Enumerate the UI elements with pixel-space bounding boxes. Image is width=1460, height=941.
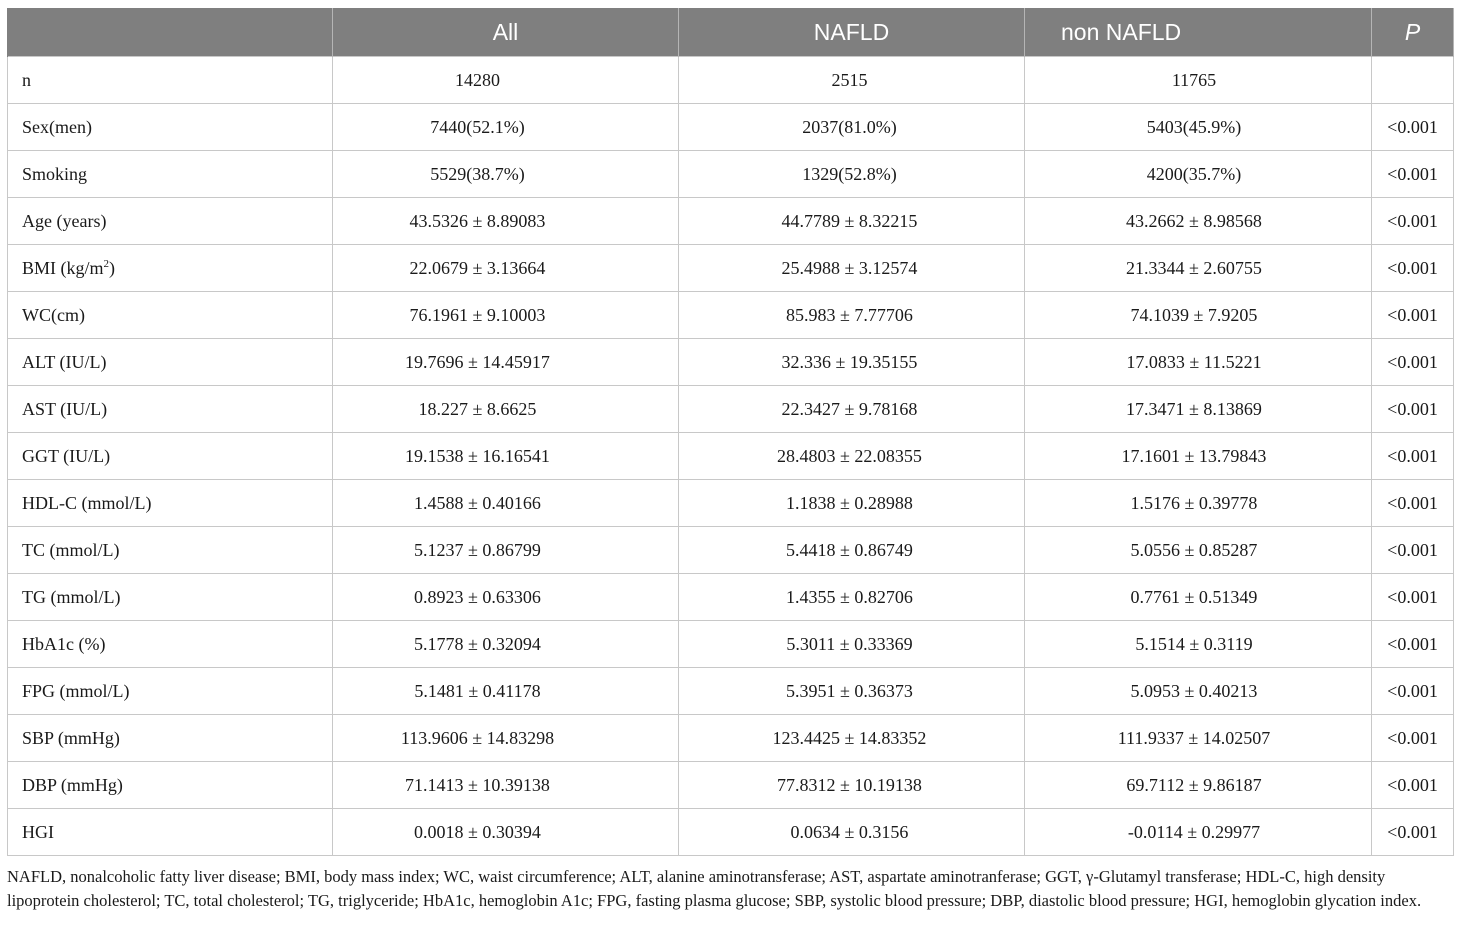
cell-non-nafld [1025, 574, 1372, 621]
cell-p-value [1372, 57, 1454, 104]
cell-value: 22.3427 ± 9.78168 [781, 398, 918, 419]
row-label-text: Sex(men) [22, 116, 92, 137]
cell-value: 32.336 ± 19.35155 [781, 351, 918, 372]
cell-value: 5.1778 ± 0.32094 [414, 633, 541, 654]
table-footnote: NAFLD, nonalcoholic fatty liver disease; BMI, body mass index; WC, waist circumference; ALT, alanine aminotransferase; AST, aspartate aminotranferase; GGT, γ-Glutamyl transferase; HDL-C, high density lipoprotein cholesterol; TC, total cholesterol; TG, triglyceride; HbA1c, hemoglobin A1c; FPG, fasting plasma glucose; SBP, systolic blood pressure; DBP, diastolic blood pressure; HGI, hemoglobin glycation index. [7, 867, 1422, 910]
row-label [8, 715, 333, 762]
cell-p-value: <0.001 [1372, 292, 1454, 339]
row-label-text: HDL-C (mmol/L) [22, 492, 152, 513]
table-row [8, 245, 1454, 292]
cell-all [333, 621, 679, 668]
cell-all [333, 527, 679, 574]
cell-nafld [679, 527, 1025, 574]
row-label-text: HGI [22, 821, 54, 842]
table-row [8, 339, 1454, 386]
cell-value: 1.5176 ± 0.39778 [1130, 492, 1258, 513]
row-label-text: SBP (mmHg) [22, 727, 120, 748]
cell-nafld [679, 245, 1025, 292]
row-label [8, 433, 333, 480]
cell-value: 17.0833 ± 11.5221 [1126, 351, 1262, 372]
baseline-characteristics-table [7, 8, 1454, 856]
cell-all [333, 433, 679, 480]
header-all: All [333, 8, 679, 57]
cell-value: 0.8923 ± 0.63306 [414, 586, 541, 607]
header-p-value: P [1372, 8, 1454, 57]
table-row [8, 574, 1454, 621]
table-row [8, 57, 1454, 104]
cell-non-nafld [1025, 245, 1372, 292]
cell-value: 17.1601 ± 13.79843 [1121, 445, 1267, 466]
cell-value: 4200(35.7%) [1146, 163, 1242, 184]
cell-nafld [679, 715, 1025, 762]
cell-value: 43.2662 ± 8.98568 [1126, 210, 1262, 231]
baseline-characteristics-table-container [7, 8, 1453, 856]
cell-non-nafld [1025, 527, 1372, 574]
cell-nafld [679, 339, 1025, 386]
cell-value: 111.9337 ± 14.02507 [1117, 727, 1271, 748]
cell-p-value: <0.001 [1372, 480, 1454, 527]
row-label [8, 762, 333, 809]
cell-value: 17.3471 ± 8.13869 [1126, 398, 1262, 419]
cell-value: 77.8312 ± 10.19138 [777, 774, 922, 795]
cell-value: 11765 [1171, 69, 1217, 90]
cell-non-nafld [1025, 292, 1372, 339]
row-label-text: DBP (mmHg) [22, 774, 123, 795]
row-label-text: BMI (kg/m [22, 257, 104, 278]
cell-nafld [679, 668, 1025, 715]
table-row [8, 433, 1454, 480]
cell-value: 25.4988 ± 3.12574 [781, 257, 918, 278]
row-label-text: Smoking [22, 163, 88, 184]
cell-all [333, 386, 679, 433]
row-label [8, 621, 333, 668]
cell-value: 76.1961 ± 9.10003 [409, 304, 546, 325]
cell-value: 44.7789 ± 8.32215 [781, 210, 918, 231]
row-label-suffix: ) [109, 257, 116, 278]
cell-value: 5403(45.9%) [1146, 116, 1242, 137]
header-non-nafld: non NAFLD [1025, 8, 1372, 57]
cell-value: 18.227 ± 8.6625 [418, 398, 537, 419]
cell-non-nafld [1025, 668, 1372, 715]
cell-value: 14280 [455, 69, 500, 90]
table-row [8, 527, 1454, 574]
row-label-text: ALT (IU/L) [22, 351, 107, 372]
cell-value: 1.4588 ± 0.40166 [414, 492, 541, 513]
row-label-text: WC(cm) [22, 304, 85, 325]
cell-p-value: <0.001 [1372, 245, 1454, 292]
cell-p-value: <0.001 [1372, 104, 1454, 151]
cell-p-value: <0.001 [1372, 809, 1454, 856]
cell-p-value: <0.001 [1372, 668, 1454, 715]
header-nafld: NAFLD [679, 8, 1025, 57]
cell-all [333, 480, 679, 527]
cell-nafld [679, 104, 1025, 151]
table-row [8, 104, 1454, 151]
table-row [8, 809, 1454, 856]
table-row [8, 668, 1454, 715]
row-label-text: TG (mmol/L) [22, 586, 121, 607]
cell-value: 21.3344 ± 2.60755 [1126, 257, 1262, 278]
cell-value: 22.0679 ± 3.13664 [409, 257, 546, 278]
cell-nafld [679, 386, 1025, 433]
cell-non-nafld [1025, 809, 1372, 856]
cell-non-nafld [1025, 386, 1372, 433]
row-label [8, 151, 333, 198]
cell-p-value: <0.001 [1372, 151, 1454, 198]
row-label [8, 809, 333, 856]
cell-non-nafld [1025, 715, 1372, 762]
cell-value: 5.0556 ± 0.85287 [1130, 539, 1258, 560]
cell-value: 1.1838 ± 0.28988 [786, 492, 913, 513]
header-blank [8, 8, 333, 57]
cell-value: 2037(81.0%) [802, 116, 897, 137]
cell-non-nafld [1025, 433, 1372, 480]
cell-non-nafld [1025, 151, 1372, 198]
row-label [8, 574, 333, 621]
cell-value: 1329(52.8%) [802, 163, 897, 184]
row-label [8, 386, 333, 433]
row-label-text: FPG (mmol/L) [22, 680, 130, 701]
cell-nafld [679, 433, 1025, 480]
row-label-text: HbA1c (%) [22, 633, 106, 654]
table-row [8, 715, 1454, 762]
table-row [8, 480, 1454, 527]
cell-nafld [679, 574, 1025, 621]
cell-value: 85.983 ± 7.77706 [786, 304, 913, 325]
cell-value: 5.1481 ± 0.41178 [414, 680, 541, 701]
cell-nafld [679, 621, 1025, 668]
row-label-text: n [22, 69, 31, 90]
table-row [8, 386, 1454, 433]
cell-p-value: <0.001 [1372, 339, 1454, 386]
row-label-text: Age (years) [22, 210, 107, 231]
header-row [8, 8, 1454, 57]
cell-non-nafld [1025, 762, 1372, 809]
cell-value: 71.1413 ± 10.39138 [405, 774, 550, 795]
cell-p-value: <0.001 [1372, 574, 1454, 621]
cell-all [333, 57, 679, 104]
row-label-superscript: 2 [103, 257, 110, 270]
cell-value: -0.0114 ± 0.29977 [1127, 821, 1261, 842]
table-row [8, 151, 1454, 198]
cell-value: 7440(52.1%) [430, 116, 525, 137]
cell-non-nafld [1025, 198, 1372, 245]
cell-all [333, 574, 679, 621]
row-label [8, 339, 333, 386]
cell-value: 19.1538 ± 16.16541 [405, 445, 550, 466]
cell-value: 0.7761 ± 0.51349 [1130, 586, 1258, 607]
cell-all [333, 104, 679, 151]
cell-value: 5.3011 ± 0.33369 [786, 633, 913, 654]
cell-value: 5.0953 ± 0.40213 [1130, 680, 1258, 701]
cell-nafld [679, 151, 1025, 198]
table-row [8, 621, 1454, 668]
row-label-text: TC (mmol/L) [22, 539, 120, 560]
table-row [8, 198, 1454, 245]
table-row [8, 762, 1454, 809]
cell-value: 5.1514 ± 0.3119 [1135, 633, 1253, 654]
cell-non-nafld [1025, 480, 1372, 527]
cell-all [333, 151, 679, 198]
row-label-text: GGT (IU/L) [22, 445, 111, 466]
cell-value: 5.3951 ± 0.36373 [786, 680, 913, 701]
cell-p-value: <0.001 [1372, 762, 1454, 809]
cell-value: 5.1237 ± 0.86799 [414, 539, 541, 560]
cell-non-nafld [1025, 621, 1372, 668]
row-label [8, 245, 333, 292]
cell-all [333, 668, 679, 715]
row-label [8, 668, 333, 715]
cell-p-value: <0.001 [1372, 715, 1454, 762]
cell-value: 28.4803 ± 22.08355 [777, 445, 922, 466]
row-label [8, 292, 333, 339]
cell-all [333, 245, 679, 292]
table-row [8, 292, 1454, 339]
cell-value: 113.9606 ± 14.83298 [400, 727, 555, 748]
cell-value: 69.7112 ± 9.86187 [1126, 774, 1262, 795]
cell-nafld [679, 809, 1025, 856]
cell-value: 2515 [831, 69, 868, 90]
cell-non-nafld [1025, 339, 1372, 386]
cell-all [333, 198, 679, 245]
row-label [8, 104, 333, 151]
cell-non-nafld [1025, 57, 1372, 104]
cell-value: 5529(38.7%) [430, 163, 525, 184]
cell-value: 19.7696 ± 14.45917 [405, 351, 550, 372]
row-label [8, 57, 333, 104]
cell-value: 74.1039 ± 7.9205 [1130, 304, 1258, 325]
cell-value: 123.4425 ± 14.83352 [772, 727, 927, 748]
cell-nafld [679, 762, 1025, 809]
cell-all [333, 715, 679, 762]
cell-value: 5.4418 ± 0.86749 [786, 539, 913, 560]
cell-p-value: <0.001 [1372, 386, 1454, 433]
cell-all [333, 339, 679, 386]
cell-value: 0.0634 ± 0.3156 [790, 821, 909, 842]
row-label [8, 198, 333, 245]
row-label [8, 527, 333, 574]
cell-p-value: <0.001 [1372, 621, 1454, 668]
table-body [8, 57, 1454, 856]
cell-nafld [679, 292, 1025, 339]
cell-value: 43.5326 ± 8.89083 [409, 210, 546, 231]
cell-all [333, 762, 679, 809]
table-header [8, 8, 1454, 57]
row-label [8, 480, 333, 527]
cell-p-value: <0.001 [1372, 198, 1454, 245]
cell-value: 1.4355 ± 0.82706 [786, 586, 913, 607]
cell-nafld [679, 57, 1025, 104]
cell-nafld [679, 480, 1025, 527]
cell-p-value: <0.001 [1372, 527, 1454, 574]
cell-p-value: <0.001 [1372, 433, 1454, 480]
cell-value: 0.0018 ± 0.30394 [414, 821, 541, 842]
cell-all [333, 292, 679, 339]
cell-nafld [679, 198, 1025, 245]
cell-all [333, 809, 679, 856]
cell-non-nafld [1025, 104, 1372, 151]
row-label-text: AST (IU/L) [22, 398, 108, 419]
